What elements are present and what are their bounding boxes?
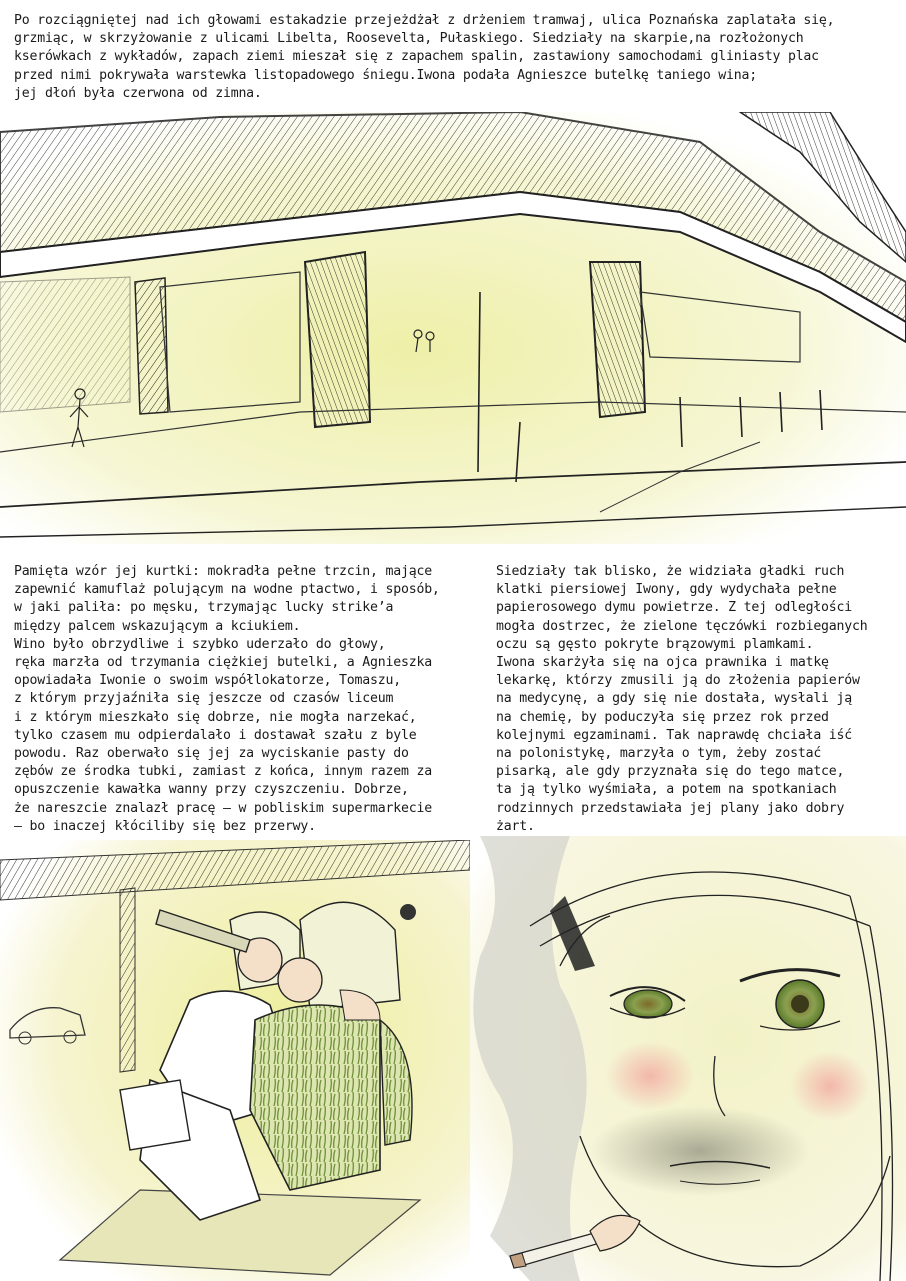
right-column-paragraph: Siedziały tak blisko, że widziała gładki ruch klatki piersiowej Iwony, gdy wydychała pełne papierosowego dymu powietrze. Z tej odległości mogła dostrzec, że zielone tęczówki rozbieganych oczu są gęsto pokryte brązowymi plamkami. Iwona skarżyła się na ojca prawnika i matkę lekarkę, którzy zmusili ją do złożenia papierów na medycynę, a gdy się nie dostała, wysłali ją na chemię, by poduczyła się przez rok przed kolejnymi egzaminami. Tak naprawdę chciała iść na polonistykę, marzyła o tym, żeby zostać pisarką, ale gdy przyznała się do tego matce, ta ją tylko wyśmiała, a potem na spotkaniach rodzinnych przedstawiała jej plany jako dobry żart.	[496, 564, 868, 834]
intro-paragraph: Po rozciągniętej nad ich głowami estakadzie przejeżdżał z drżeniem tramwaj, ulica Poznańska zaplatała się, grzmiąc, w skrzyżowanie z ulicami Libelta, Roosevelta, Pułaskiego. Siedziały na skarpie,na rozłożonych kserówkach z wykładów, zapach ziemi mieszał się z zapachem spalin, zastawiony samochodami gliniasty plac przed nimi pokrywała warstewka listopadowego śniegu.Iwona podała Agnieszce butelkę taniego wina; jej dłoń była czerwona od zimna.	[14, 13, 835, 101]
left-column-paragraph: Pamięta wzór jej kurtki: mokradła pełne trzcin, mające zapewnić kamuflaż polującym na wodne ptactwo, i sposób, w jaki paliła: po męsku, trzymając lucky strike’a między palcem wskazującym a kciukiem. Wino było obrzydliwe i szybko uderzało do głowy, ręka marzła od trzymania ciężkiej butelki, a Agnieszka opowiadała Iwonie o swoim współlokatorze, Tomaszu, z którym przyjaźniła się jeszcze od czasów liceum i z którym mieszkało się dobrze, nie mogła narzekać, tylko czasem mu odpierdalało i dostawał szału z byle powodu. Raz oberwało się jej za wyciskanie pasty do zębów ze środka tubki, zamiast z końca, innym razem za opuszczenie kawałka wanny przy czyszczeniu. Dobrze, że nareszcie znalazł pracę – w pobliskim supermarkecie – bo inaczej kłóciliby się bez przerwy.	[14, 564, 440, 834]
overpass-illustration	[0, 112, 906, 544]
girls-sitting-illustration	[0, 840, 470, 1281]
face-closeup-illustration	[470, 836, 906, 1281]
